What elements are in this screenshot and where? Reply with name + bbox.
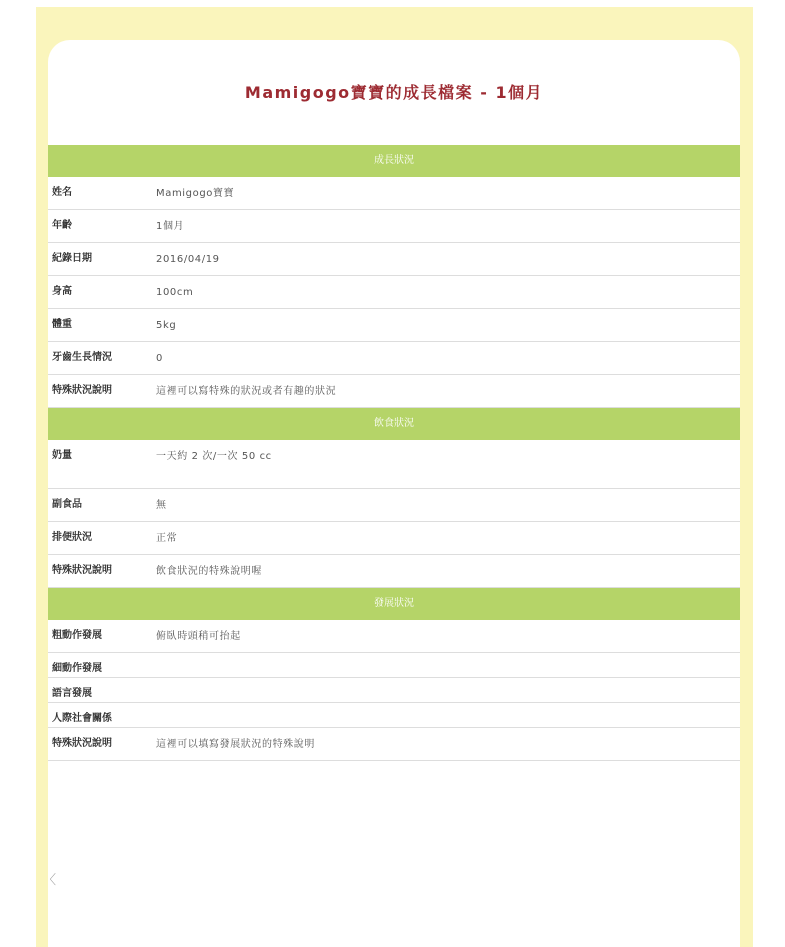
row-label: 奶量 (52, 450, 72, 461)
table-row (48, 653, 740, 678)
row-label: 人際社會關係 (52, 713, 112, 724)
row-label: 牙齒生長情況 (52, 352, 112, 363)
table-row (48, 522, 740, 555)
table-row (48, 703, 740, 728)
page-title: Mamigogo寶寶的成長檔案 - 1個月 (244, 83, 544, 102)
table-row (48, 489, 740, 522)
row-label: 身高 (52, 286, 72, 297)
row-label: 紀錄日期 (52, 253, 92, 264)
row-value: 1個月 (156, 221, 185, 232)
section-header-diet: 飲食狀況 (48, 408, 740, 440)
table-row (48, 243, 740, 276)
row-label: 體重 (52, 319, 72, 330)
table-row (48, 375, 740, 408)
table-row (48, 210, 740, 243)
row-value: 飲食狀況的特殊說明喔 (156, 566, 262, 577)
row-label: 細動作發展 (52, 663, 102, 674)
row-label: 特殊狀況說明 (52, 565, 112, 576)
table-row (48, 342, 740, 375)
chevron-left-icon[interactable]: 〈 (43, 873, 57, 888)
row-value: 5kg (156, 320, 177, 331)
growth-record-card (48, 40, 740, 947)
row-label: 特殊狀況說明 (52, 385, 112, 396)
table-row (48, 177, 740, 210)
row-value: 0 (156, 353, 163, 364)
table-row (48, 678, 740, 703)
row-value: 俯臥時頭稍可抬起 (156, 631, 241, 642)
row-value: Mamigogo寶寶 (156, 188, 235, 199)
row-label: 副食品 (52, 499, 82, 510)
row-label: 姓名 (52, 187, 72, 198)
row-label: 年齡 (52, 220, 72, 231)
row-label: 語言發展 (52, 688, 92, 699)
row-label: 粗動作發展 (52, 630, 102, 641)
section-header-development: 發展狀況 (48, 588, 740, 620)
row-value: 無 (156, 500, 167, 511)
row-label: 特殊狀況說明 (52, 738, 112, 749)
table-row (48, 620, 740, 653)
table-row (48, 440, 740, 489)
row-value: 正常 (156, 533, 178, 544)
row-value: 2016/04/19 (156, 254, 220, 265)
table-row (48, 728, 740, 761)
row-value: 100cm (156, 287, 194, 298)
table-row (48, 309, 740, 342)
page-frame (36, 7, 753, 947)
row-label: 排便狀況 (52, 532, 92, 543)
record-table (48, 145, 740, 761)
table-row (48, 555, 740, 588)
table-row (48, 276, 740, 309)
row-value: 這裡可以填寫發展狀況的特殊說明 (156, 739, 315, 750)
row-value: 一天約 2 次/一次 50 cc (156, 451, 272, 462)
section-header-growth: 成長狀況 (48, 145, 740, 177)
row-value: 這裡可以寫特殊的狀況或者有趣的狀況 (156, 386, 337, 397)
